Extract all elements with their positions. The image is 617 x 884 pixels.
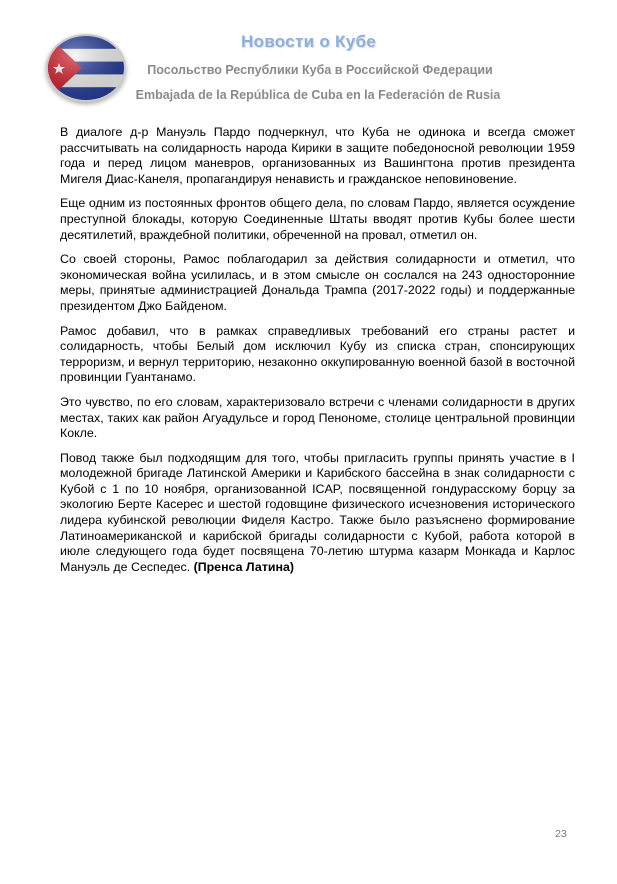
article-paragraph: Рамос добавил, что в рамках справедливых требований его страны растет и солидарность, чтобы Белый дом исключил Кубу из списка стран, спонсирующих терроризм, и вернул территорию, незаконно оккупированную военной базой в восточной провинции Гуантанамо. (60, 323, 575, 385)
article-paragraph: Еще одним из постоянных фронтов общего дела, по словам Пардо, является осуждение преступной блокады, которую Соединенные Штаты вводят против Кубы более шести десятилетий, враждебной политики, обреченной на провал, отметил он. (60, 196, 575, 242)
article-paragraph: В диалоге д-р Мануэль Пардо подчеркнул, что Куба не одинока и всегда сможет рассчитывать на солидарность народа Кирики в защите победоносной революции 1959 года и перед лицом маневров, организованных из Вашингтона против президента Мигеля Диас-Канеля, пропагандируя ненависть и гражданское неповиновение. (60, 125, 575, 186)
article-paragraph-text: Повод также был подходящим для того, чтобы пригласить группы принять участие в I молодежной бригаде Латинской Америки и Карибского бассейна в знак солидарности с Кубой с 1 по 10 ноября, организованной ICAP, посвященной гондурасскому борцу за экологию Берте Касерес и шестой годовщине физического исчезновения исторического лидера кубинской революции Фиделя Кастро. Также было разъяснено формирование Латиноамериканской и карибской бригады солидарности с Кубой, работа которой в июле следующего года будет посвящена 70-летию штурма казарм Монкада и Карлос Мануэль де Сеспедес. (60, 450, 575, 574)
page-header (0, 0, 617, 118)
article-body (60, 125, 575, 584)
article-source: (Пренса Латина) (193, 559, 295, 574)
page-number: 23 (555, 828, 567, 840)
article-paragraph: Со своей стороны, Рамос поблагодарил за действия солидарности и отметил, что экономическая война усилилась, и в этом смысле он сослался на 243 односторонние меры, принятые администрацией Дональда Трампа (2017-2022 годы) и поддержанные президентом Джо Байденом. (60, 252, 575, 313)
page-title: Новости о Кубе (240, 32, 377, 51)
embassy-name-russian: Посольство Республики Куба в Российской Федерации (147, 63, 493, 77)
embassy-name-spanish: Embajada de la República de Cuba en la Federación de Rusia (135, 88, 501, 102)
article-paragraph-last (60, 451, 575, 576)
article-paragraph: Это чувство, по его словам, характеризовало встречи с членами солидарности в других местах, таких как район Агуадульсе и город Пенономе, столице центральной провинции Кокле. (60, 394, 575, 441)
